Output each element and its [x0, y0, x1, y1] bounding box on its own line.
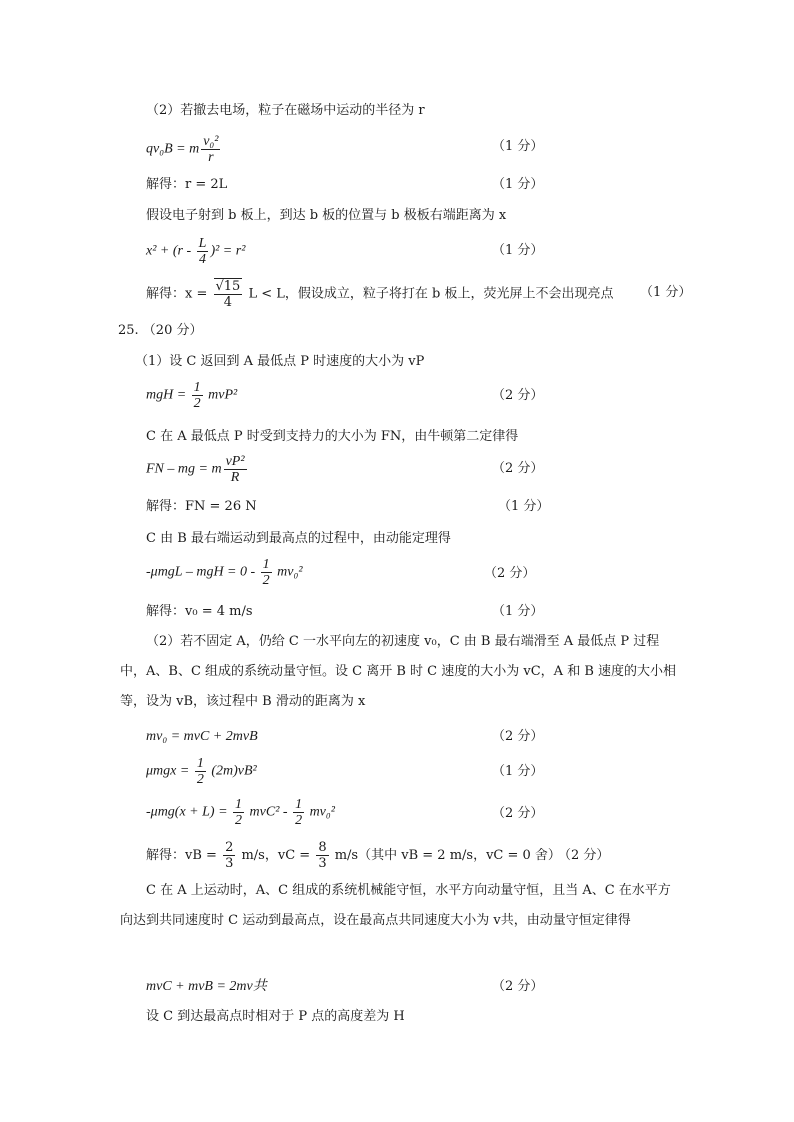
paragraph-text: （2）若不固定 A，仍给 C 一水平向左的初速度 v₀，C 由 B 最右端滑至 A 最低点 P 过程中，A、B、C 组成的系统动量守恒。设 C 离开 B 时 C 速度的大小为 vC，A 和 B 速度的大小相等，设为 vB，该过程中 B 滑动的距离为 x: [120, 634, 677, 709]
numerator: L: [198, 236, 207, 251]
eq-part: FN – mg = m: [146, 461, 222, 477]
eq-part: mvC² -: [246, 804, 292, 820]
fraction: [214, 278, 243, 310]
numerator: 8: [318, 840, 327, 855]
fraction: [223, 840, 235, 871]
score-label: （1 分）: [492, 764, 544, 779]
denominator: 2: [262, 573, 270, 588]
numerator: 1: [193, 380, 201, 395]
denominator: 4: [223, 295, 233, 310]
equation-lorentz: [146, 134, 222, 165]
denominator: 2: [235, 813, 243, 828]
assumption-text: 假设电子射到 b 板上，到达 b 板的位置与 b 极板右端距离为 x: [146, 208, 507, 223]
numerator: 2: [225, 840, 234, 855]
fraction: [316, 840, 328, 871]
newton-intro: C 在 A 最低点 P 时受到支持力的大小为 FN，由牛顿第二定律得: [146, 429, 519, 444]
eq-part: mvP²: [204, 387, 238, 403]
eq-lhs: qv₀B = m: [146, 141, 200, 157]
score-label: （1 分）: [492, 177, 544, 192]
score-label: （2 分）: [492, 729, 544, 744]
denominator: 2: [295, 813, 303, 828]
eq-part: μmgx =: [146, 763, 193, 779]
numerator: 1: [262, 557, 270, 572]
score-label: （2 分）: [492, 461, 544, 476]
solution-x: [146, 278, 613, 310]
solution-fn: 解得：FN = 26 N: [146, 499, 257, 514]
part2-intro: （2）若撤去电场，粒子在磁场中运动的半径为 r: [146, 103, 425, 118]
part1-intro: （1）设 C 返回到 A 最低点 P 时速度的大小为 vP: [135, 354, 425, 369]
denominator: r: [208, 150, 214, 165]
solution-v0: 解得：v₀ = 4 m/s: [146, 604, 253, 619]
numerator: 1: [295, 797, 303, 812]
equation-momentum: mv₀ = mvC + 2mvB: [146, 729, 258, 744]
numerator: vP²: [225, 454, 245, 469]
fraction: [293, 797, 304, 828]
eq-part: x² + (r -: [146, 243, 195, 259]
score-label: （1 分）: [492, 604, 544, 619]
score-label: （2 分）: [558, 848, 610, 863]
solution-vb-vc: [146, 840, 561, 871]
equation-kinetic: [146, 557, 303, 588]
eq-part: 解得：vB =: [146, 848, 222, 863]
score-label: （1 分）: [492, 243, 544, 258]
fraction: [261, 557, 272, 588]
numerator: v₀²: [203, 134, 219, 149]
fraction: [224, 454, 247, 485]
score-label: （2 分）: [492, 388, 544, 403]
eq-part: )² = r²: [210, 243, 246, 259]
fraction: [195, 756, 206, 787]
height-intro: 设 C 到达最高点时相对于 P 点的高度差为 H: [146, 1009, 405, 1024]
equation-newton: [146, 454, 249, 485]
denominator: 2: [193, 396, 201, 411]
score-label: （1 分）: [498, 499, 550, 514]
equation-geometry: [146, 236, 245, 267]
fraction: [233, 797, 244, 828]
score-label: （1 分）: [492, 139, 544, 154]
score-label: （2 分）: [492, 979, 544, 994]
eq-part: mv₀²: [306, 804, 335, 820]
numerator: 1: [235, 797, 243, 812]
eq-part: -μmg(x + L) =: [146, 804, 232, 820]
eq-part: m/s，vC =: [237, 848, 315, 863]
eq-part: (2m)vB²: [207, 763, 257, 779]
score-label: （2 分）: [484, 566, 536, 581]
eq-part: mv₀²: [273, 564, 303, 580]
fraction: [197, 236, 209, 267]
question-number: 25. （20 分）: [118, 323, 203, 338]
score-label: （1 分）: [640, 285, 692, 300]
eq-part: -μmgL – mgH = 0 -: [146, 564, 259, 580]
score-label: （2 分）: [492, 806, 544, 821]
eq-part: 解得：x =: [146, 286, 212, 302]
numerator: √15: [215, 279, 241, 294]
denominator: 3: [225, 856, 234, 871]
eq-part: m/s（其中 vB = 2 m/s，vC = 0 舍）: [330, 848, 561, 863]
solution-radius: 解得：r = 2L: [146, 177, 228, 192]
eq-part: mgH =: [146, 387, 190, 403]
denominator: R: [230, 470, 240, 485]
equation-common-velocity: mvC + mvB = 2mv共: [146, 979, 267, 994]
equation-friction-b: [146, 756, 257, 787]
eq-part: L < L，假设成立，粒子将打在 b 板上，荧光屏上不会出现亮点: [244, 286, 614, 302]
part2-paragraph: [120, 627, 682, 717]
denominator: 2: [196, 772, 204, 787]
kinetic-intro: C 由 B 最右端运动到最高点的过程中，由动能定理得: [146, 531, 451, 546]
denominator: 4: [199, 252, 207, 267]
equation-energy: [146, 380, 237, 411]
numerator: 1: [196, 756, 204, 771]
conservation-paragraph: [120, 876, 682, 936]
fraction: [192, 380, 203, 411]
paragraph-text: C 在 A 上运动时，A、C 组成的系统机械能守恒，水平方向动量守恒，且当 A、C 在水平方向达到共同速度时 C 运动到最高点，设在最高点共同速度大小为 v共，由动量守恒定律得: [120, 883, 671, 928]
equation-friction-c: [146, 797, 335, 828]
denominator: 3: [318, 856, 327, 871]
fraction: [201, 134, 220, 165]
